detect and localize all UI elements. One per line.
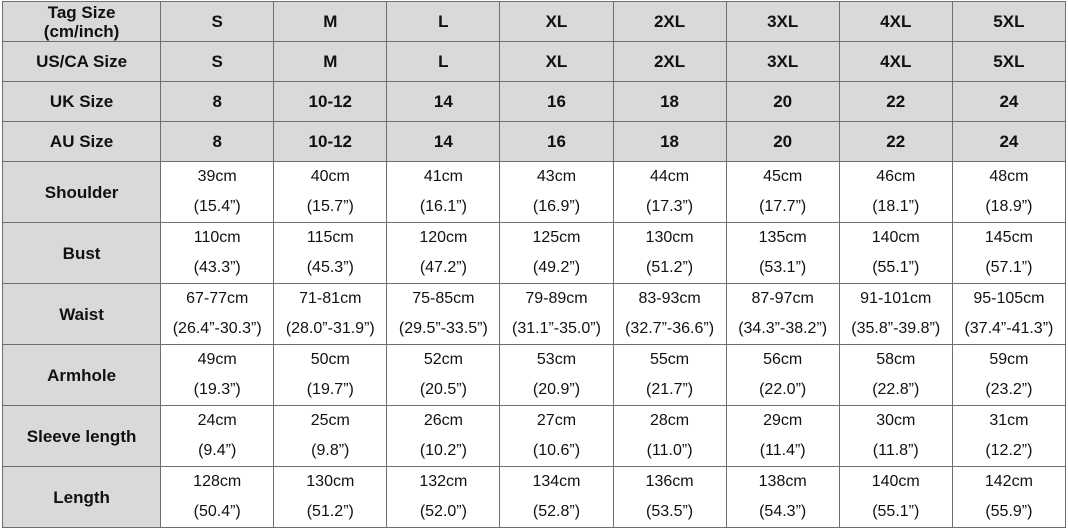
armhole-cell (952, 345, 1065, 406)
au-size-cell: 8 (161, 122, 274, 162)
cm-value: 50cm (310, 351, 350, 368)
cm-value: 41cm (423, 168, 463, 185)
us-ca-size-cell: 5XL (952, 42, 1065, 82)
row-label-waist: Waist (3, 284, 161, 345)
inch-value: (45.3”) (306, 259, 354, 276)
inch-value: (16.1”) (419, 198, 467, 215)
row-label-uk-size: UK Size (3, 82, 161, 122)
au-size-cell: 22 (839, 122, 952, 162)
row-label-shoulder: Shoulder (3, 162, 161, 223)
bust-cell (500, 223, 613, 284)
inch-value: (55.1”) (872, 259, 920, 276)
cm-value: 110cm (193, 229, 241, 246)
inch-value: (17.3”) (646, 198, 694, 215)
au-size-cell: 18 (613, 122, 726, 162)
length-cell (952, 467, 1065, 528)
sleeve-length-cell (161, 406, 274, 467)
uk-size-cell: 10-12 (274, 82, 387, 122)
cm-value: 39cm (197, 168, 237, 185)
inch-value: (26.4”-30.3”) (172, 320, 262, 337)
bust-cell (613, 223, 726, 284)
inch-value: (12.2”) (985, 442, 1033, 459)
inch-value: (50.4”) (193, 503, 241, 520)
armhole-cell (613, 345, 726, 406)
au-size-cell: 10-12 (274, 122, 387, 162)
uk-size-cell: 8 (161, 82, 274, 122)
au-size-row (3, 122, 1066, 162)
cm-value: 58cm (876, 351, 916, 368)
inch-value: (52.0”) (419, 503, 467, 520)
tag-size-s: S (161, 2, 274, 42)
shoulder-cell (726, 162, 839, 223)
length-cell (839, 467, 952, 528)
armhole-cell (161, 345, 274, 406)
inch-value: (54.3”) (759, 503, 807, 520)
armhole-cell (274, 345, 387, 406)
inch-value: (51.2”) (646, 259, 694, 276)
cm-value: 53cm (536, 351, 577, 368)
uk-size-cell: 16 (500, 82, 613, 122)
cm-value: 71-81cm (299, 290, 362, 307)
armhole-row (3, 345, 1066, 406)
armhole-cell (500, 345, 613, 406)
sleeve-length-cell (387, 406, 500, 467)
waist-cell (839, 284, 952, 345)
cm-value: 43cm (536, 168, 577, 185)
sleeve-length-cell (839, 406, 952, 467)
cm-value: 95-105cm (973, 290, 1045, 307)
shoulder-cell (839, 162, 952, 223)
au-size-cell: 16 (500, 122, 613, 162)
cm-value: 30cm (876, 412, 916, 429)
inch-value: (18.9”) (985, 198, 1033, 215)
cm-value: 40cm (310, 168, 350, 185)
cm-value: 145cm (984, 229, 1033, 246)
cm-value: 31cm (989, 412, 1029, 429)
cm-value: 115cm (306, 229, 354, 246)
cm-value: 29cm (763, 412, 803, 429)
length-cell (387, 467, 500, 528)
cm-value: 24cm (197, 412, 237, 429)
us-ca-size-cell: S (161, 42, 274, 82)
inch-value: (47.2”) (419, 259, 467, 276)
us-ca-size-cell: 4XL (839, 42, 952, 82)
bust-cell (161, 223, 274, 284)
waist-cell (500, 284, 613, 345)
waist-cell (726, 284, 839, 345)
inch-value: (51.2”) (306, 503, 354, 520)
cm-value: 130cm (306, 473, 355, 490)
sleeve-length-cell (274, 406, 387, 467)
shoulder-cell (161, 162, 274, 223)
uk-size-row (3, 82, 1066, 122)
inch-value: (52.8”) (532, 503, 581, 520)
tag-size-5xl: 5XL (952, 2, 1065, 42)
inch-value: (22.8”) (872, 381, 920, 398)
size-chart-table (2, 1, 1066, 528)
waist-cell (613, 284, 726, 345)
cm-value: 142cm (984, 473, 1033, 490)
armhole-cell (726, 345, 839, 406)
row-label-au-size: AU Size (3, 122, 161, 162)
inch-value: (11.0”) (646, 442, 693, 459)
cm-value: 46cm (876, 168, 916, 185)
bust-row (3, 223, 1066, 284)
inch-value: (53.5”) (646, 503, 694, 520)
tag-size-l: L (387, 2, 500, 42)
length-cell (161, 467, 274, 528)
tag-size-3xl: 3XL (726, 2, 839, 42)
au-size-cell: 24 (952, 122, 1065, 162)
sleeve-length-cell (952, 406, 1065, 467)
waist-row (3, 284, 1066, 345)
cm-value: 79-89cm (525, 290, 588, 307)
inch-value: (35.8”-39.8”) (851, 320, 941, 337)
cm-value: 120cm (419, 229, 468, 246)
shoulder-cell (274, 162, 387, 223)
cm-value: 136cm (645, 473, 694, 490)
inch-value: (21.7”) (646, 381, 694, 398)
us-ca-size-cell: 3XL (726, 42, 839, 82)
inch-value: (43.3”) (193, 259, 241, 276)
shoulder-cell (387, 162, 500, 223)
cm-value: 140cm (871, 229, 920, 246)
tag-size-2xl: 2XL (613, 2, 726, 42)
cm-value: 44cm (650, 168, 690, 185)
inch-value: (20.9”) (532, 381, 581, 398)
sleeve-length-cell (613, 406, 726, 467)
uk-size-cell: 14 (387, 82, 500, 122)
au-size-cell: 20 (726, 122, 839, 162)
inch-value: (16.9”) (532, 198, 581, 215)
row-label-length: Length (3, 467, 161, 528)
bust-cell (952, 223, 1065, 284)
row-label-tag-size (3, 2, 161, 42)
inch-value: (19.7”) (306, 381, 354, 398)
us-ca-size-cell: L (387, 42, 500, 82)
length-row (3, 467, 1066, 528)
au-size-cell: 14 (387, 122, 500, 162)
waist-cell (952, 284, 1065, 345)
armhole-cell (839, 345, 952, 406)
bust-cell (387, 223, 500, 284)
cm-value: 125cm (532, 229, 581, 246)
us-ca-size-cell: 2XL (613, 42, 726, 82)
cm-value: 138cm (758, 473, 807, 490)
length-cell (274, 467, 387, 528)
cm-value: 25cm (310, 412, 350, 429)
length-cell (613, 467, 726, 528)
cm-value: 56cm (763, 351, 803, 368)
shoulder-cell (613, 162, 726, 223)
inch-value: (17.7”) (759, 198, 807, 215)
inch-value: (31.1”-35.0”) (512, 320, 601, 337)
shoulder-cell (952, 162, 1065, 223)
length-cell (726, 467, 839, 528)
inch-value: (9.8”) (311, 442, 350, 459)
waist-cell (274, 284, 387, 345)
inch-value: (32.7”-36.6”) (625, 320, 715, 337)
cm-value: 26cm (423, 412, 463, 429)
uk-size-cell: 18 (613, 82, 726, 122)
cm-value: 55cm (650, 351, 690, 368)
inch-value: (10.2”) (419, 442, 467, 459)
us-ca-size-cell: M (274, 42, 387, 82)
sleeve-length-row (3, 406, 1066, 467)
sleeve-length-cell (500, 406, 613, 467)
bust-cell (839, 223, 952, 284)
tag-size-label-line-1: Tag Size (47, 2, 116, 22)
row-label-bust: Bust (3, 223, 161, 284)
tag-size-label-line-2: (cm/inch) (43, 21, 120, 41)
cm-value: 87-97cm (751, 290, 814, 307)
inch-value: (53.1”) (759, 259, 807, 276)
uk-size-cell: 24 (952, 82, 1065, 122)
inch-value: (23.2”) (985, 381, 1033, 398)
cm-value: 67-77cm (186, 290, 249, 307)
shoulder-cell (500, 162, 613, 223)
inch-value: (57.1”) (985, 259, 1033, 276)
cm-value: 52cm (423, 351, 463, 368)
cm-value: 128cm (193, 473, 242, 490)
armhole-cell (387, 345, 500, 406)
cm-value: 91-101cm (860, 290, 932, 307)
us-ca-size-cell: XL (500, 42, 613, 82)
sleeve-length-cell (726, 406, 839, 467)
us-ca-size-row (3, 42, 1066, 82)
waist-cell (161, 284, 274, 345)
bust-cell (726, 223, 839, 284)
inch-value: (11.4”) (759, 442, 806, 459)
cm-value: 48cm (989, 168, 1029, 185)
inch-value: (29.5”-33.5”) (398, 320, 488, 337)
tag-size-row (3, 2, 1066, 42)
inch-value: (20.5”) (419, 381, 467, 398)
length-cell (500, 467, 613, 528)
tag-size-4xl: 4XL (839, 2, 952, 42)
inch-value: (15.7”) (306, 198, 354, 215)
row-label-us-ca-size: US/CA Size (3, 42, 161, 82)
shoulder-row (3, 162, 1066, 223)
cm-value: 75-85cm (412, 290, 475, 307)
row-label-armhole: Armhole (3, 345, 161, 406)
cm-value: 59cm (989, 351, 1029, 368)
inch-value: (49.2”) (532, 259, 581, 276)
inch-value: (18.1”) (872, 198, 920, 215)
cm-value: 135cm (758, 229, 807, 246)
inch-value: (28.0”-31.9”) (285, 320, 375, 337)
inch-value: (34.3”-38.2”) (738, 320, 828, 337)
inch-value: (10.6”) (532, 442, 581, 459)
inch-value: (55.1”) (872, 503, 920, 520)
inch-value: (19.3”) (193, 381, 241, 398)
cm-value: 134cm (532, 473, 581, 490)
cm-value: 130cm (645, 229, 694, 246)
row-label-sleeve-length: Sleeve length (3, 406, 161, 467)
bust-cell (274, 223, 387, 284)
tag-size-m: M (274, 2, 387, 42)
uk-size-cell: 22 (839, 82, 952, 122)
cm-value: 27cm (536, 412, 577, 429)
waist-cell (387, 284, 500, 345)
inch-value: (11.8”) (872, 442, 919, 459)
inch-value: (15.4”) (193, 198, 241, 215)
inch-value: (22.0”) (759, 381, 807, 398)
cm-value: 140cm (871, 473, 920, 490)
inch-value: (9.4”) (198, 442, 237, 459)
cm-value: 83-93cm (638, 290, 701, 307)
cm-value: 28cm (650, 412, 690, 429)
cm-value: 49cm (197, 351, 237, 368)
tag-size-xl: XL (500, 2, 613, 42)
uk-size-cell: 20 (726, 82, 839, 122)
inch-value: (55.9”) (985, 503, 1033, 520)
inch-value: (37.4”-41.3”) (964, 320, 1054, 337)
cm-value: 45cm (763, 168, 803, 185)
cm-value: 132cm (419, 473, 468, 490)
